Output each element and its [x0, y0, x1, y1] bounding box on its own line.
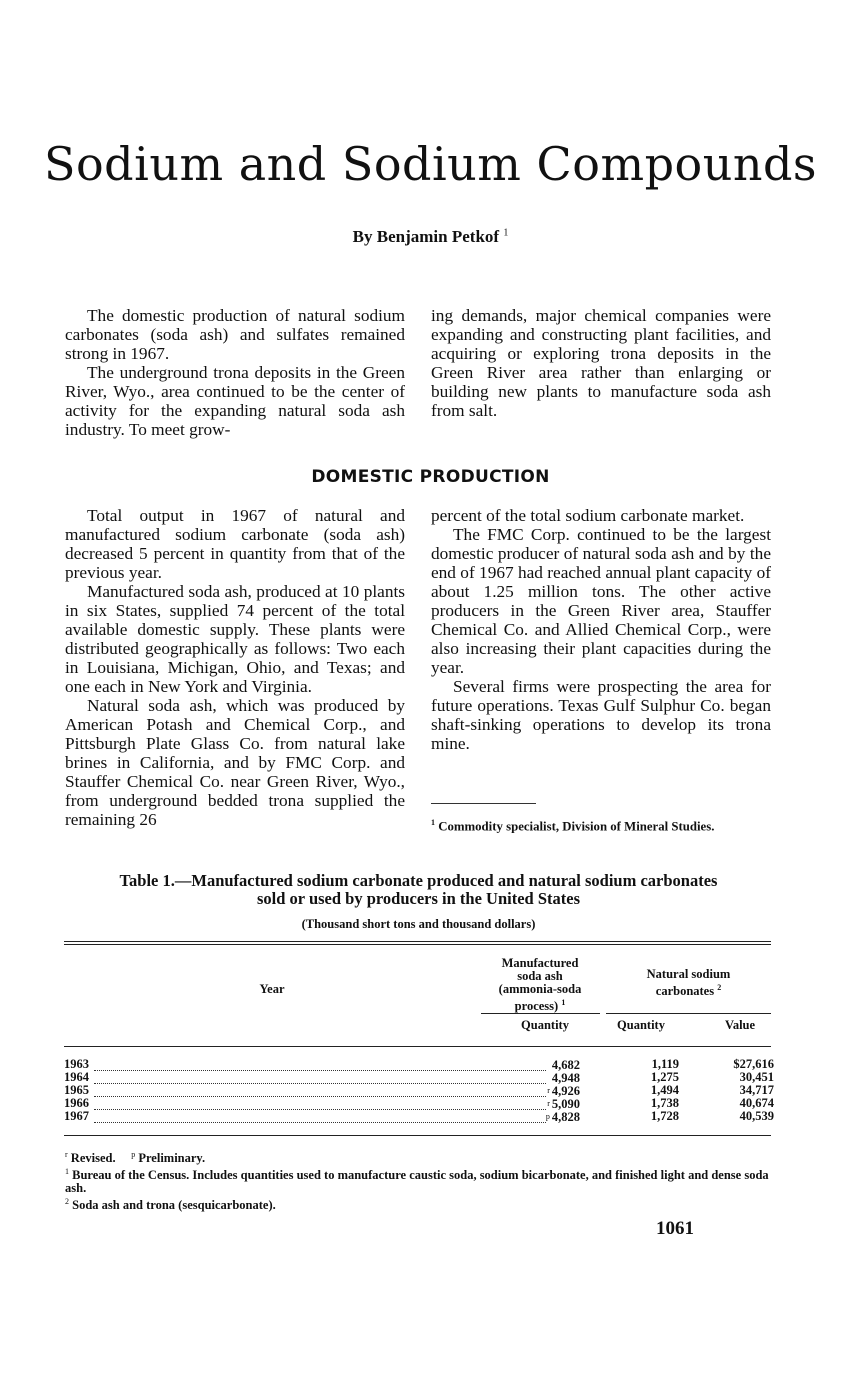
cell-natural-value: 40,674: [739, 1096, 774, 1110]
cell-natural-value: 34,717: [739, 1083, 774, 1097]
note-text: Revised.: [70, 1151, 116, 1166]
leader-dots: [94, 1098, 546, 1110]
header-quantity: Quantity: [521, 1018, 569, 1032]
cell-mark: p: [545, 1112, 550, 1121]
leader-dots: [94, 1059, 546, 1071]
header-natural: [606, 968, 771, 998]
body-paragraph: Natural soda ash, which was produced by American Potash and Chemical Corp., and Pittsburgh Plate Glass Co. from natural lake brines in California, and by FMC Corp. and Stauffer Chemical Co. near Green River, Wyo., from underground bedded trona supplied the remaining 26: [65, 696, 405, 829]
body-paragraph: Several firms were prospecting the area for future operations. Texas Gulf Sulphur Co. began shaft-sinking operations to develop its trona mine.: [431, 677, 771, 753]
table-caption-line: sold or used by producers in the United States: [256, 889, 580, 908]
byline-footnote-mark: 1: [503, 227, 509, 239]
section-heading: DOMESTIC PRODUCTION: [311, 467, 550, 487]
table-notes: [65, 1148, 775, 1212]
footnote-mark: 1: [431, 818, 435, 827]
footnote-divider: [431, 803, 536, 804]
cell-mark: r: [547, 1086, 550, 1095]
header-rule: [606, 1013, 771, 1014]
header-line: [480, 996, 600, 1013]
cell-value: 4,682: [551, 1058, 580, 1072]
cell-year: 1966: [64, 1096, 89, 1110]
header-year: Year: [259, 982, 285, 996]
header-line: Manufactured: [501, 956, 579, 970]
cell-natural-qty: 1,728: [650, 1109, 679, 1123]
intro-paragraph: ing demands, major chemical companies were expanding and constructing plant facilities, and acquiring or exploring trona deposits in the Green River area rather than enlarging or building new plants to manufacture soda ash from salt.: [431, 306, 771, 420]
table-note: [65, 1148, 775, 1165]
production-right-column: [431, 506, 771, 753]
leader-dots: [94, 1111, 546, 1123]
header-line: (ammonia-soda: [498, 982, 582, 996]
cell-year: 1963: [64, 1057, 89, 1071]
cell-year: 1965: [64, 1083, 89, 1097]
cell-natural-qty: 1,119: [651, 1057, 679, 1071]
byline: [0, 227, 861, 247]
note-mark: p: [131, 1150, 136, 1159]
note-mark: 1: [65, 1167, 69, 1177]
cell-value: 5,090: [551, 1097, 580, 1111]
header-rule: [481, 1013, 600, 1014]
cell-manufactured: [490, 1058, 580, 1072]
note-text: Preliminary.: [138, 1151, 206, 1166]
cell-value: 4,926: [551, 1084, 580, 1098]
table-caption-line: Table 1.—Manufactured sodium carbonate produced and natural sodium carbonates: [119, 871, 718, 890]
table-units: (Thousand short tons and thousand dollars): [301, 917, 536, 931]
page-title: Sodium and Sodium Compounds: [43, 137, 818, 191]
header-value: Value: [724, 1018, 756, 1032]
table-row: [64, 1110, 774, 1123]
header-line: [606, 981, 771, 998]
header-note-mark: 1: [561, 998, 566, 1007]
header-line: soda ash: [517, 969, 563, 983]
header-quantity: Quantity: [617, 1018, 665, 1032]
footnote: [431, 816, 771, 833]
header-line-text: carbonates: [655, 984, 715, 999]
cell-manufactured: [490, 1110, 580, 1124]
table-caption: [65, 872, 772, 908]
table-note: [65, 1165, 775, 1195]
note-mark: 2: [65, 1197, 69, 1207]
cell-natural-value: $27,616: [733, 1057, 774, 1071]
footnote-text: Commodity specialist, Division of Mineral Studies.: [438, 819, 715, 834]
header-line-text: process): [514, 999, 559, 1014]
cell-mark: r: [547, 1099, 550, 1108]
cell-natural-qty: 1,494: [650, 1083, 679, 1097]
body-paragraph: Total output in 1967 of natural and manufactured sodium carbonate (soda ash) decreased 5 percent in quantity from that of the previous year.: [65, 506, 405, 582]
header-line: Natural sodium: [646, 967, 731, 981]
note-text: Soda ash and trona (sesquicarbonate).: [72, 1198, 276, 1213]
note-text: Bureau of the Census. Includes quantities used to manufacture caustic soda, sodium bicarbonate, and finished light and dense soda ash.: [65, 1168, 769, 1196]
leader-dots: [94, 1072, 546, 1084]
cell-natural-value: 40,539: [739, 1109, 774, 1123]
leader-dots: [94, 1085, 546, 1097]
intro-right-column: [431, 306, 771, 420]
table-top-rule: [64, 944, 771, 945]
table-bottom-rule: [64, 1135, 771, 1136]
intro-paragraph: The domestic production of natural sodium carbonates (soda ash) and sulfates remained strong in 1967.: [65, 306, 405, 363]
production-left-column: [65, 506, 405, 829]
cell-year: 1967: [64, 1109, 89, 1123]
cell-natural-value: 30,451: [739, 1070, 774, 1084]
cell-year: 1964: [64, 1070, 89, 1084]
page-number: 1061: [656, 1218, 694, 1239]
cell-natural-qty: 1,738: [650, 1096, 679, 1110]
cell-natural-qty: 1,275: [650, 1070, 679, 1084]
intro-paragraph: The underground trona deposits in the Green River, Wyo., area continued to be the center of activity for the expanding natural soda ash industry. To meet grow-: [65, 363, 405, 439]
intro-left-column: [65, 306, 405, 439]
cell-manufactured: [490, 1084, 580, 1098]
header-bottom-rule: [64, 1046, 771, 1047]
header-note-mark: 2: [717, 983, 722, 992]
body-paragraph: Manufactured soda ash, produced at 10 plants in six States, supplied 74 percent of the total available domestic supply. These plants were distributed geographically as follows: Two each in Louisiana, Michigan, Ohio, and Texas; and one each in New York and Virginia.: [65, 582, 405, 696]
author: By Benjamin Petkof: [352, 227, 500, 246]
note-mark: r: [65, 1150, 68, 1159]
header-manufactured: [480, 957, 600, 1013]
cell-value: 4,828: [551, 1110, 580, 1124]
body-paragraph: percent of the total sodium carbonate market.: [431, 506, 745, 525]
cell-manufactured: [490, 1097, 580, 1111]
table-top-rule: [64, 941, 771, 942]
cell-manufactured: [490, 1071, 580, 1085]
table-note: [65, 1195, 775, 1212]
cell-value: 4,948: [551, 1071, 580, 1085]
body-paragraph: The FMC Corp. continued to be the largest domestic producer of natural soda ash and by the end of 1967 had reached annual plant capacity of about 1.25 million tons. The other active producers in the Green River area, Stauffer Chemical Co. and Allied Chemical Corp., were also increasing their plant capacities during the year.: [431, 525, 771, 677]
